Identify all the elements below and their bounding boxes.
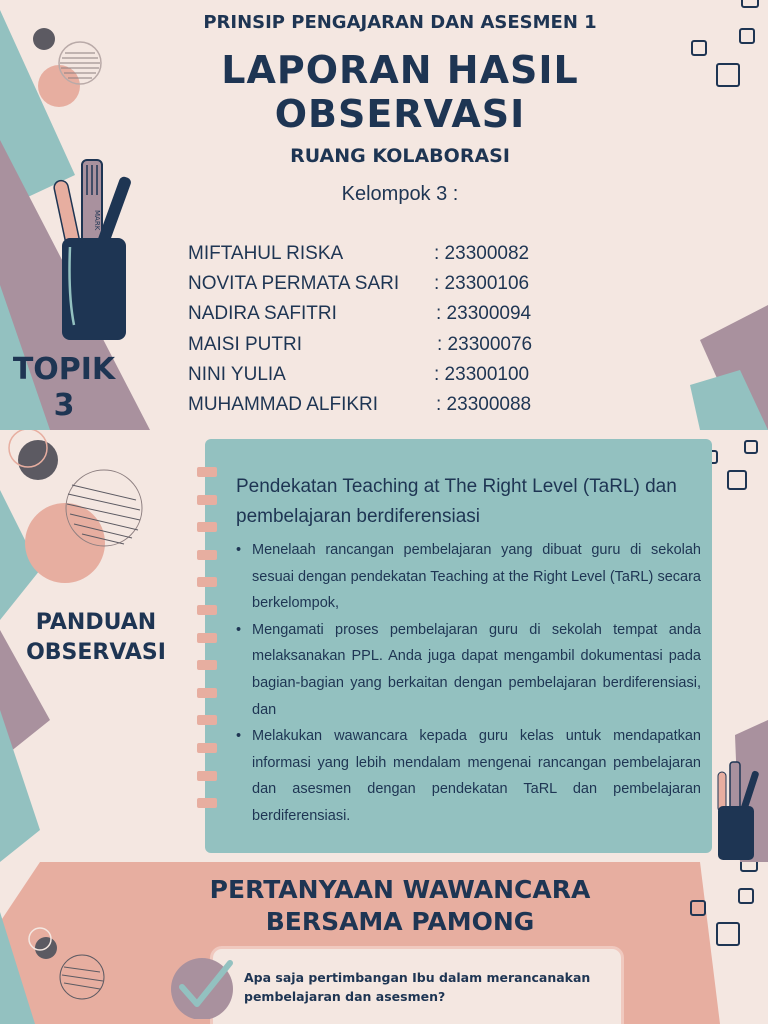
square-outline-icon xyxy=(691,40,707,56)
panel-tab xyxy=(197,577,217,587)
panel-tab xyxy=(197,743,217,753)
guide-label xyxy=(6,608,186,668)
page-title-line2: OBSERVASI xyxy=(274,92,526,136)
square-outline-icon xyxy=(740,862,758,872)
square-outline-icon xyxy=(744,440,758,454)
cover-page xyxy=(0,0,768,430)
guide-bullet-item: • Mengamati proses pembelajaran guru di sekolah tempat anda melaksanakan PPL. Anda juga dapat mengambil dokumentasi pada bagian-bagian yang berkaitan dengan pembelajaran berdiferensiasi, dan xyxy=(236,617,701,723)
interview-question: Apa saja pertimbangan Ibu dalam merancanakan pembelajaran dan asesmen? xyxy=(244,970,591,1004)
panel-title: Pendekatan Teaching at The Right Level (TaRL) dan pembelajaran berdiferensiasi xyxy=(236,476,677,527)
panel-tab xyxy=(197,550,217,560)
square-outline-icon xyxy=(716,63,740,87)
topic-number: 3 xyxy=(53,388,75,423)
page-title-line1: LAPORAN HASIL xyxy=(221,48,579,92)
interview-title-line2: BERSAMA PAMONG xyxy=(265,907,535,936)
square-outline-icon xyxy=(690,900,706,916)
member-name: MIFTAHUL RISKA xyxy=(188,243,344,264)
pink-circle xyxy=(38,65,80,107)
member-name: NOVITA PERMATA SARI xyxy=(188,273,400,295)
teal-left-shape xyxy=(0,912,35,1024)
guide-label-line2: OBSERVASI xyxy=(26,640,166,665)
interview-title xyxy=(150,874,650,938)
pink-circle xyxy=(25,503,105,583)
member-name: NINI YULIA xyxy=(188,363,286,385)
member-name: NADIRA SAFITRI xyxy=(188,303,337,325)
panel-tab xyxy=(197,522,217,532)
dark-circle xyxy=(33,28,55,50)
member-nim: : 23300106 xyxy=(434,273,530,295)
square-outline-icon xyxy=(738,888,754,904)
member-name: MUHAMMAD ALFIKRI xyxy=(188,394,379,415)
member-nim: : 23300088 xyxy=(436,394,532,415)
guide-bullet-item: • Menelaah rancangan pembelajaran yang dibuat guru di sekolah sesuai dengan pendekatan Teaching at the Right Level (TaRL) secara berkelompok, xyxy=(236,537,701,617)
group-label: Kelompok 3 : xyxy=(341,183,459,205)
square-outline-icon xyxy=(741,0,759,8)
hatched-circle xyxy=(60,955,104,999)
topic-word: TOPIK xyxy=(12,352,116,387)
page-title xyxy=(140,48,660,136)
member-nim: : 23300076 xyxy=(437,333,533,355)
member-nim: : 23300100 xyxy=(434,363,530,385)
course-subtitle: PRINSIP PENGAJARAN DAN ASESMEN 1 xyxy=(203,12,597,33)
panel-tab xyxy=(197,771,217,781)
interview-title-line1: PERTANYAAN WAWANCARA xyxy=(209,875,591,904)
topic-label xyxy=(4,352,124,424)
panel-tab xyxy=(197,688,217,698)
dark-circle xyxy=(18,440,58,480)
guide-label-line1: PANDUAN xyxy=(35,610,157,635)
guide-bullet-list xyxy=(236,537,701,830)
panel-tab xyxy=(197,633,217,643)
observation-guide-page xyxy=(0,430,768,862)
interview-page xyxy=(0,862,768,1024)
panel-tab xyxy=(197,467,217,477)
room-label: RUANG KOLABORASI xyxy=(290,145,510,167)
panel-tab xyxy=(197,495,217,505)
pen-label: MARK xyxy=(93,210,101,231)
member-name: MAISI PUTRI xyxy=(188,333,303,355)
panel-tab xyxy=(197,660,217,670)
panel-tab xyxy=(197,715,217,725)
small-pen-cup-icon xyxy=(712,758,762,862)
member-nim: : 23300094 xyxy=(436,303,532,325)
panel-tab xyxy=(197,605,217,615)
pen-cup-icon xyxy=(52,155,132,345)
member-nim: : 23300082 xyxy=(434,243,530,264)
guide-bullet-item: • Melakukan wawancara kepada guru kelas untuk mendapatkan informasi yang lebih mendalam mengenai rancangan pembelajaran dan asesmen dengan pendekatan TaRL dan pembelajaran berdiferensiasi. xyxy=(236,723,701,829)
square-outline-icon xyxy=(739,28,755,44)
checkmark-icon xyxy=(170,957,236,1019)
square-outline-icon xyxy=(716,922,740,946)
panel-tab xyxy=(197,798,217,808)
square-outline-icon xyxy=(727,470,747,490)
